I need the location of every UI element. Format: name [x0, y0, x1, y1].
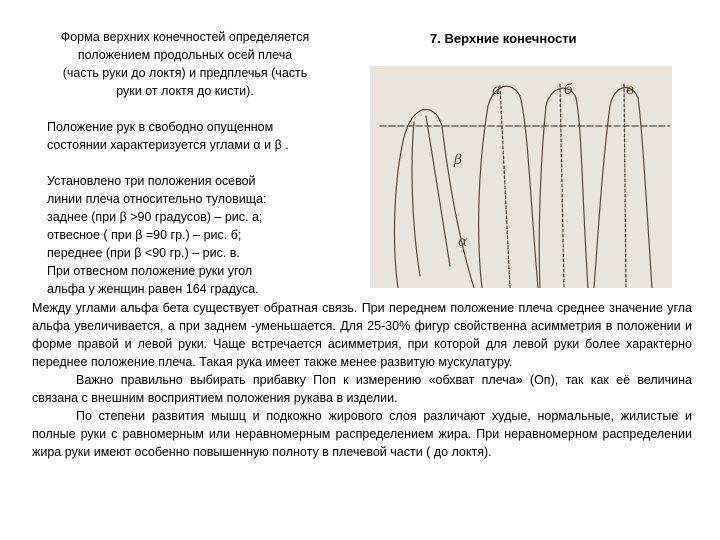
torso-outline [395, 110, 474, 288]
arm-b-outline [539, 88, 588, 288]
torso-arm [426, 116, 450, 266]
positions-line: отвесное ( при β =90 гр.) – рис. б; [47, 228, 242, 242]
label-alpha: α [458, 234, 468, 250]
body-text [32, 299, 692, 461]
intro-positions-text [47, 172, 327, 298]
page-title: 7. Верхние конечности [430, 31, 577, 46]
label-b: б [564, 82, 573, 98]
intro-centered-text: Форма верхних конечностей определяется положением продольных осей плеча (часть руки до локтя) и предплечья (часть руки от локтя до кисти). [60, 30, 310, 98]
label-a: а [492, 82, 501, 98]
arm-c-outline [594, 88, 652, 288]
arm-a-axis [500, 86, 510, 288]
positions-line: При отвесном положение руки угол [47, 264, 253, 278]
label-c: в [626, 82, 635, 98]
intro-angles-text: Положение рук в свободно опущенном состоянии характеризуется углами α и β . [47, 120, 289, 152]
arm-sketch-image [370, 66, 672, 288]
arm-c-axis [624, 84, 626, 288]
positions-line: альфа у женщин равен 164 градуса. [47, 282, 259, 296]
positions-line: Установлено три положения осевой [47, 174, 256, 188]
positions-line: заднее (при β >90 градусов) – рис. а; [47, 210, 263, 224]
body-paragraph-3: По степени развития мышц и подкожно жирового слоя различают худые, нормальные, жилистые и полные руки с равномерным или неравномерным распределением жира. При неравномерном распределении жира руки имеют особенно повышенную полноту в плечевой части ( до локтя). [32, 409, 692, 459]
label-beta: β [454, 152, 463, 168]
positions-line: линии плеча относительно туловища: [47, 192, 267, 206]
torso-inner [412, 122, 420, 276]
body-paragraph-2: Важно правильно выбирать прибавку Поп к измерению «обхват плеча» (Оп), так как её величина связана с внешним восприятием положения рукава в изделии. [32, 373, 692, 405]
positions-line: переднее (при β <90 гр.) – рис. в. [47, 246, 240, 260]
arm-b-axis [560, 84, 564, 288]
body-paragraph-1: Между углами альфа бета существует обратная связь. При переднем положение плеча среднее значение угла альфа увеличивается, а при заднем -уменьшается. Для 25-30% фигур свойственна асимметрия в положении и форме правой и левой руки. Чаще встречается асимметрия, при которой для левой руки более характерно переднее положение плеча. Такая рука имеет также менее развитую мускулатуру. [32, 301, 692, 369]
arm-positions-figure [370, 66, 672, 288]
